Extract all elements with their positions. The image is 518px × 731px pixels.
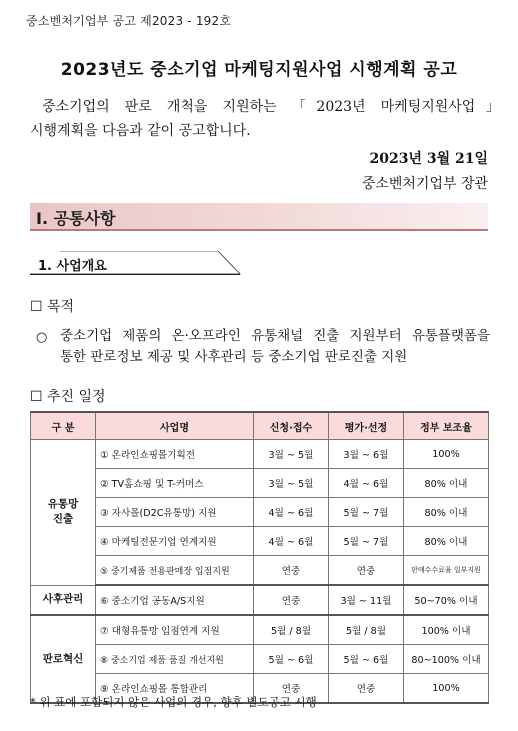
subsidy-rate-cell: 100% — [404, 674, 489, 704]
row-number: ③ — [100, 508, 109, 519]
program-name-cell — [96, 615, 254, 645]
program-name: 중소기업 공동A/S지원 — [111, 596, 205, 607]
row-number: ⑥ — [100, 596, 109, 607]
row-number: ① — [100, 450, 109, 461]
program-name-cell — [96, 645, 254, 674]
eval-period-cell: 5월 / 8월 — [329, 615, 404, 645]
apply-period-cell: 연중 — [254, 556, 329, 586]
eval-period-cell: 3월 ~ 6월 — [329, 440, 404, 469]
schedule-table — [30, 411, 489, 704]
apply-period-cell: 3월 ~ 5월 — [254, 469, 329, 498]
apply-period-cell: 4월 ~ 6월 — [254, 527, 329, 556]
eval-period-cell: 연중 — [329, 556, 404, 586]
program-name: TV홈쇼핑 및 T-커머스 — [111, 479, 204, 490]
purpose-line-1: 중소기업 제품의 온·오프라인 유통채널 진출 지원부터 유통플랫폼을 — [60, 328, 490, 344]
eval-period-cell: 5월 ~ 7월 — [329, 527, 404, 556]
purpose-heading-label: 목적 — [47, 299, 75, 315]
intro-line-2: 시행계획을 다음과 같이 공고합니다. — [30, 123, 251, 139]
checkbox-icon: ☐ — [30, 299, 43, 315]
subsidy-rate-cell: 100% — [404, 440, 489, 469]
program-name-cell — [96, 556, 254, 586]
program-name: 중기제품 전용판매장 입점지원 — [110, 566, 230, 577]
section-title: Ⅰ. 공통사항 — [36, 209, 116, 228]
issuing-ministry: 중소벤처기업부 장관 — [361, 176, 488, 192]
program-name: 자사몰(D2C유통망) 지원 — [111, 508, 217, 519]
program-name: 온라인쇼핑몰 통합관리 — [111, 684, 208, 695]
eval-period-cell: 3월 ~ 11월 — [329, 585, 404, 615]
program-name: 온라인쇼핑몰기획전 — [111, 450, 196, 461]
eval-period-cell: 4월 ~ 6월 — [329, 469, 404, 498]
schedule-heading-label: 추진 일정 — [47, 389, 106, 405]
row-number: ⑤ — [100, 566, 109, 577]
apply-period-cell: 3월 ~ 5월 — [254, 440, 329, 469]
column-header: 사업명 — [96, 412, 254, 440]
apply-period-cell: 연중 — [254, 674, 329, 704]
row-number: ⑨ — [100, 684, 109, 695]
intro-paragraph — [30, 95, 500, 143]
footnote: * 위 표에 포함되지 않은 사업의 경우, 향후 별도공고 시행 — [30, 695, 317, 709]
subsidy-rate-cell: 80% 이내 — [404, 469, 489, 498]
subsidy-rate-cell: 100% 이내 — [404, 615, 489, 645]
checkbox-icon: ☐ — [30, 389, 43, 405]
eval-period-cell: 5월 ~ 6월 — [329, 645, 404, 674]
eval-period-cell: 연중 — [329, 674, 404, 704]
program-name-cell — [96, 498, 254, 527]
table-row — [31, 469, 489, 498]
row-number: ④ — [100, 537, 109, 548]
row-number: ⑦ — [100, 626, 109, 637]
program-name: 중소기업 제품 품질 개선지원 — [110, 655, 224, 666]
row-number: ② — [100, 479, 109, 490]
table-row — [31, 527, 489, 556]
column-header: 정부 보조율 — [404, 412, 489, 440]
program-name-cell — [96, 527, 254, 556]
program-name: 대형유통망 입점연계 지원 — [111, 626, 220, 637]
notice-date: 2023년 3월 21일 — [369, 151, 488, 167]
table-header-row — [31, 412, 489, 440]
purpose-heading — [30, 296, 74, 316]
subsection-title: 1. 사업개요 — [38, 259, 107, 274]
purpose-text — [60, 326, 490, 368]
subsidy-rate-cell: 50~70% 이내 — [404, 585, 489, 615]
apply-period-cell: 4월 ~ 6월 — [254, 498, 329, 527]
subsidy-rate-cell: 80% 이내 — [404, 527, 489, 556]
document-title: 2023년도 중소기업 마케팅지원사업 시행계획 공고 — [60, 60, 458, 80]
schedule-heading — [30, 386, 106, 406]
apply-period-cell: 5월 ~ 6월 — [254, 645, 329, 674]
program-name-cell — [96, 469, 254, 498]
table-row — [31, 498, 489, 527]
program-name-cell — [96, 440, 254, 469]
table-row — [31, 440, 489, 469]
category-cell: 유통망 진출 — [31, 440, 96, 586]
table-row — [31, 556, 489, 586]
apply-period-cell: 연중 — [254, 585, 329, 615]
notice-number: 중소벤처기업부 공고 제2023 - 192호 — [26, 14, 232, 28]
column-header: 평가·선정 — [329, 412, 404, 440]
circle-bullet-icon: ○ — [36, 330, 48, 345]
program-name: 마케팅전문기업 연계지원 — [111, 537, 217, 548]
apply-period-cell: 5월 / 8월 — [254, 615, 329, 645]
subsidy-rate-cell: 80% 이내 — [404, 498, 489, 527]
eval-period-cell: 5월 ~ 7월 — [329, 498, 404, 527]
program-name-cell — [96, 585, 254, 615]
intro-line-1: 중소기업의 판로 개척을 지원하는 「2023년 마케팅지원사업」 — [42, 99, 500, 115]
category-cell: 판로혁신 — [31, 615, 96, 703]
purpose-line-2: 통한 판로정보 제공 및 사후관리 등 중소기업 판로진출 지원 — [60, 349, 408, 365]
table-row — [31, 585, 489, 615]
subsidy-rate-cell: 판매수수료율 일부지원 — [404, 556, 489, 586]
column-header: 구 분 — [31, 412, 96, 440]
table-row — [31, 615, 489, 645]
subsidy-rate-cell: 80~100% 이내 — [404, 645, 489, 674]
category-cell: 사후관리 — [31, 585, 96, 615]
row-number: ⑧ — [100, 655, 109, 666]
table-row — [31, 645, 489, 674]
column-header: 신청·접수 — [254, 412, 329, 440]
